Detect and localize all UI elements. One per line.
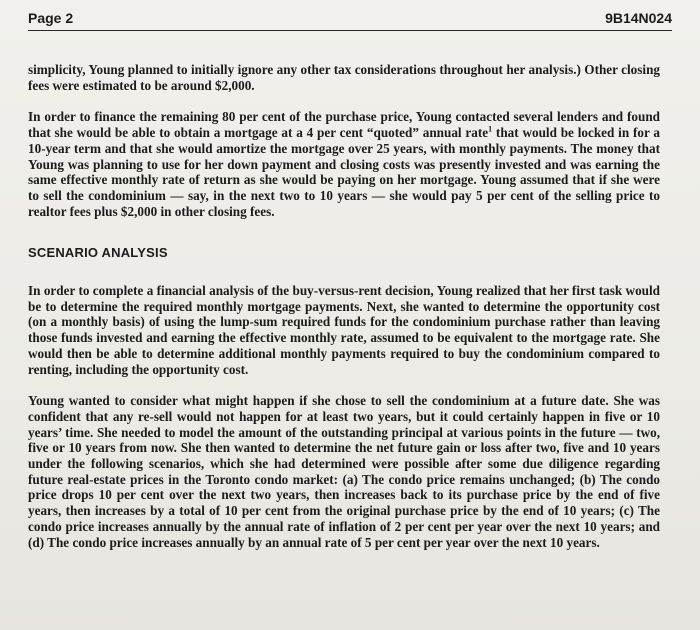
paragraph-financing [28,109,660,219]
paragraph-scenarios: Young wanted to consider what might happen if she chose to sell the condominium at a future date. She was confident that any re-sell would not happen for at least two years, but it could certainly happen in five or 10 years’ time. She needed to model the amount of the outstanding principal at various points in the future — two, five or 10 years from now. She then wanted to determine the net future gain or loss after two, five and 10 years under the following scenarios, which she had determined were possible after some due diligence regarding future real-estate prices in the Toronto condo market: (a) The condo price remains unchanged; (b) The condo price drops 10 per cent over the next two years, then increases back to its purchase price by the end of five years, then increases by a total of 10 per cent from the original purchase price by the end of 10 years; (c) The condo price increases annually by the annual rate of inflation of 2 per cent per year over the next 10 years; and (d) The condo price increases annually by an annual rate of 5 per cent per year over the next 10 years. [28,393,660,550]
page-header [28,10,672,32]
document-body [28,62,660,566]
header-rule [28,30,672,31]
paragraph-intro: simplicity, Young planned to initially ignore any other tax considerations throughout her analysis.) Other closing fees were estimated to be around $2,000. [28,62,660,93]
section-heading: SCENARIO ANALYSIS [28,245,168,261]
footnote-marker: 1 [488,124,493,134]
paragraph-financing-text-2: that would be locked in for a 10-year term and that she would amortize the mortgage over 25 years, with monthly payments. The money that Young was planning to use for her down payment and closing costs was presently invested and was earning the same effective monthly rate of return as she would be paying on her mortgage. Young assumed that if she were to sell the condominium — say, in the next two to 10 years — she would pay 5 per cent of the selling price to realtor fees plus $2,000 in other closing fees. [28,125,660,219]
paragraph-analysis: In order to complete a financial analysis of the buy-versus-rent decision, Young realized that her first task would be to determine the required monthly mortgage payments. Next, she wanted to determine the opportunity cost (on a monthly basis) of using the lump-sum required funds for the condominium purchase rather than leaving those funds invested and earning the effective monthly rate, assumed to be equivalent to the mortgage rate. She would then be able to determine additional monthly payments required to buy the condominium compared to renting, including the opportunity cost. [28,283,660,377]
paragraph-financing-text-1: In order to finance the remaining 80 per cent of the purchase price, Young contacted several lenders and found that she would be able to obtain a mortgage at a 4 per cent “quoted” annual rate [28,109,660,141]
page-number: Page 2 [28,10,74,26]
document-code: 9B14N024 [605,10,672,26]
